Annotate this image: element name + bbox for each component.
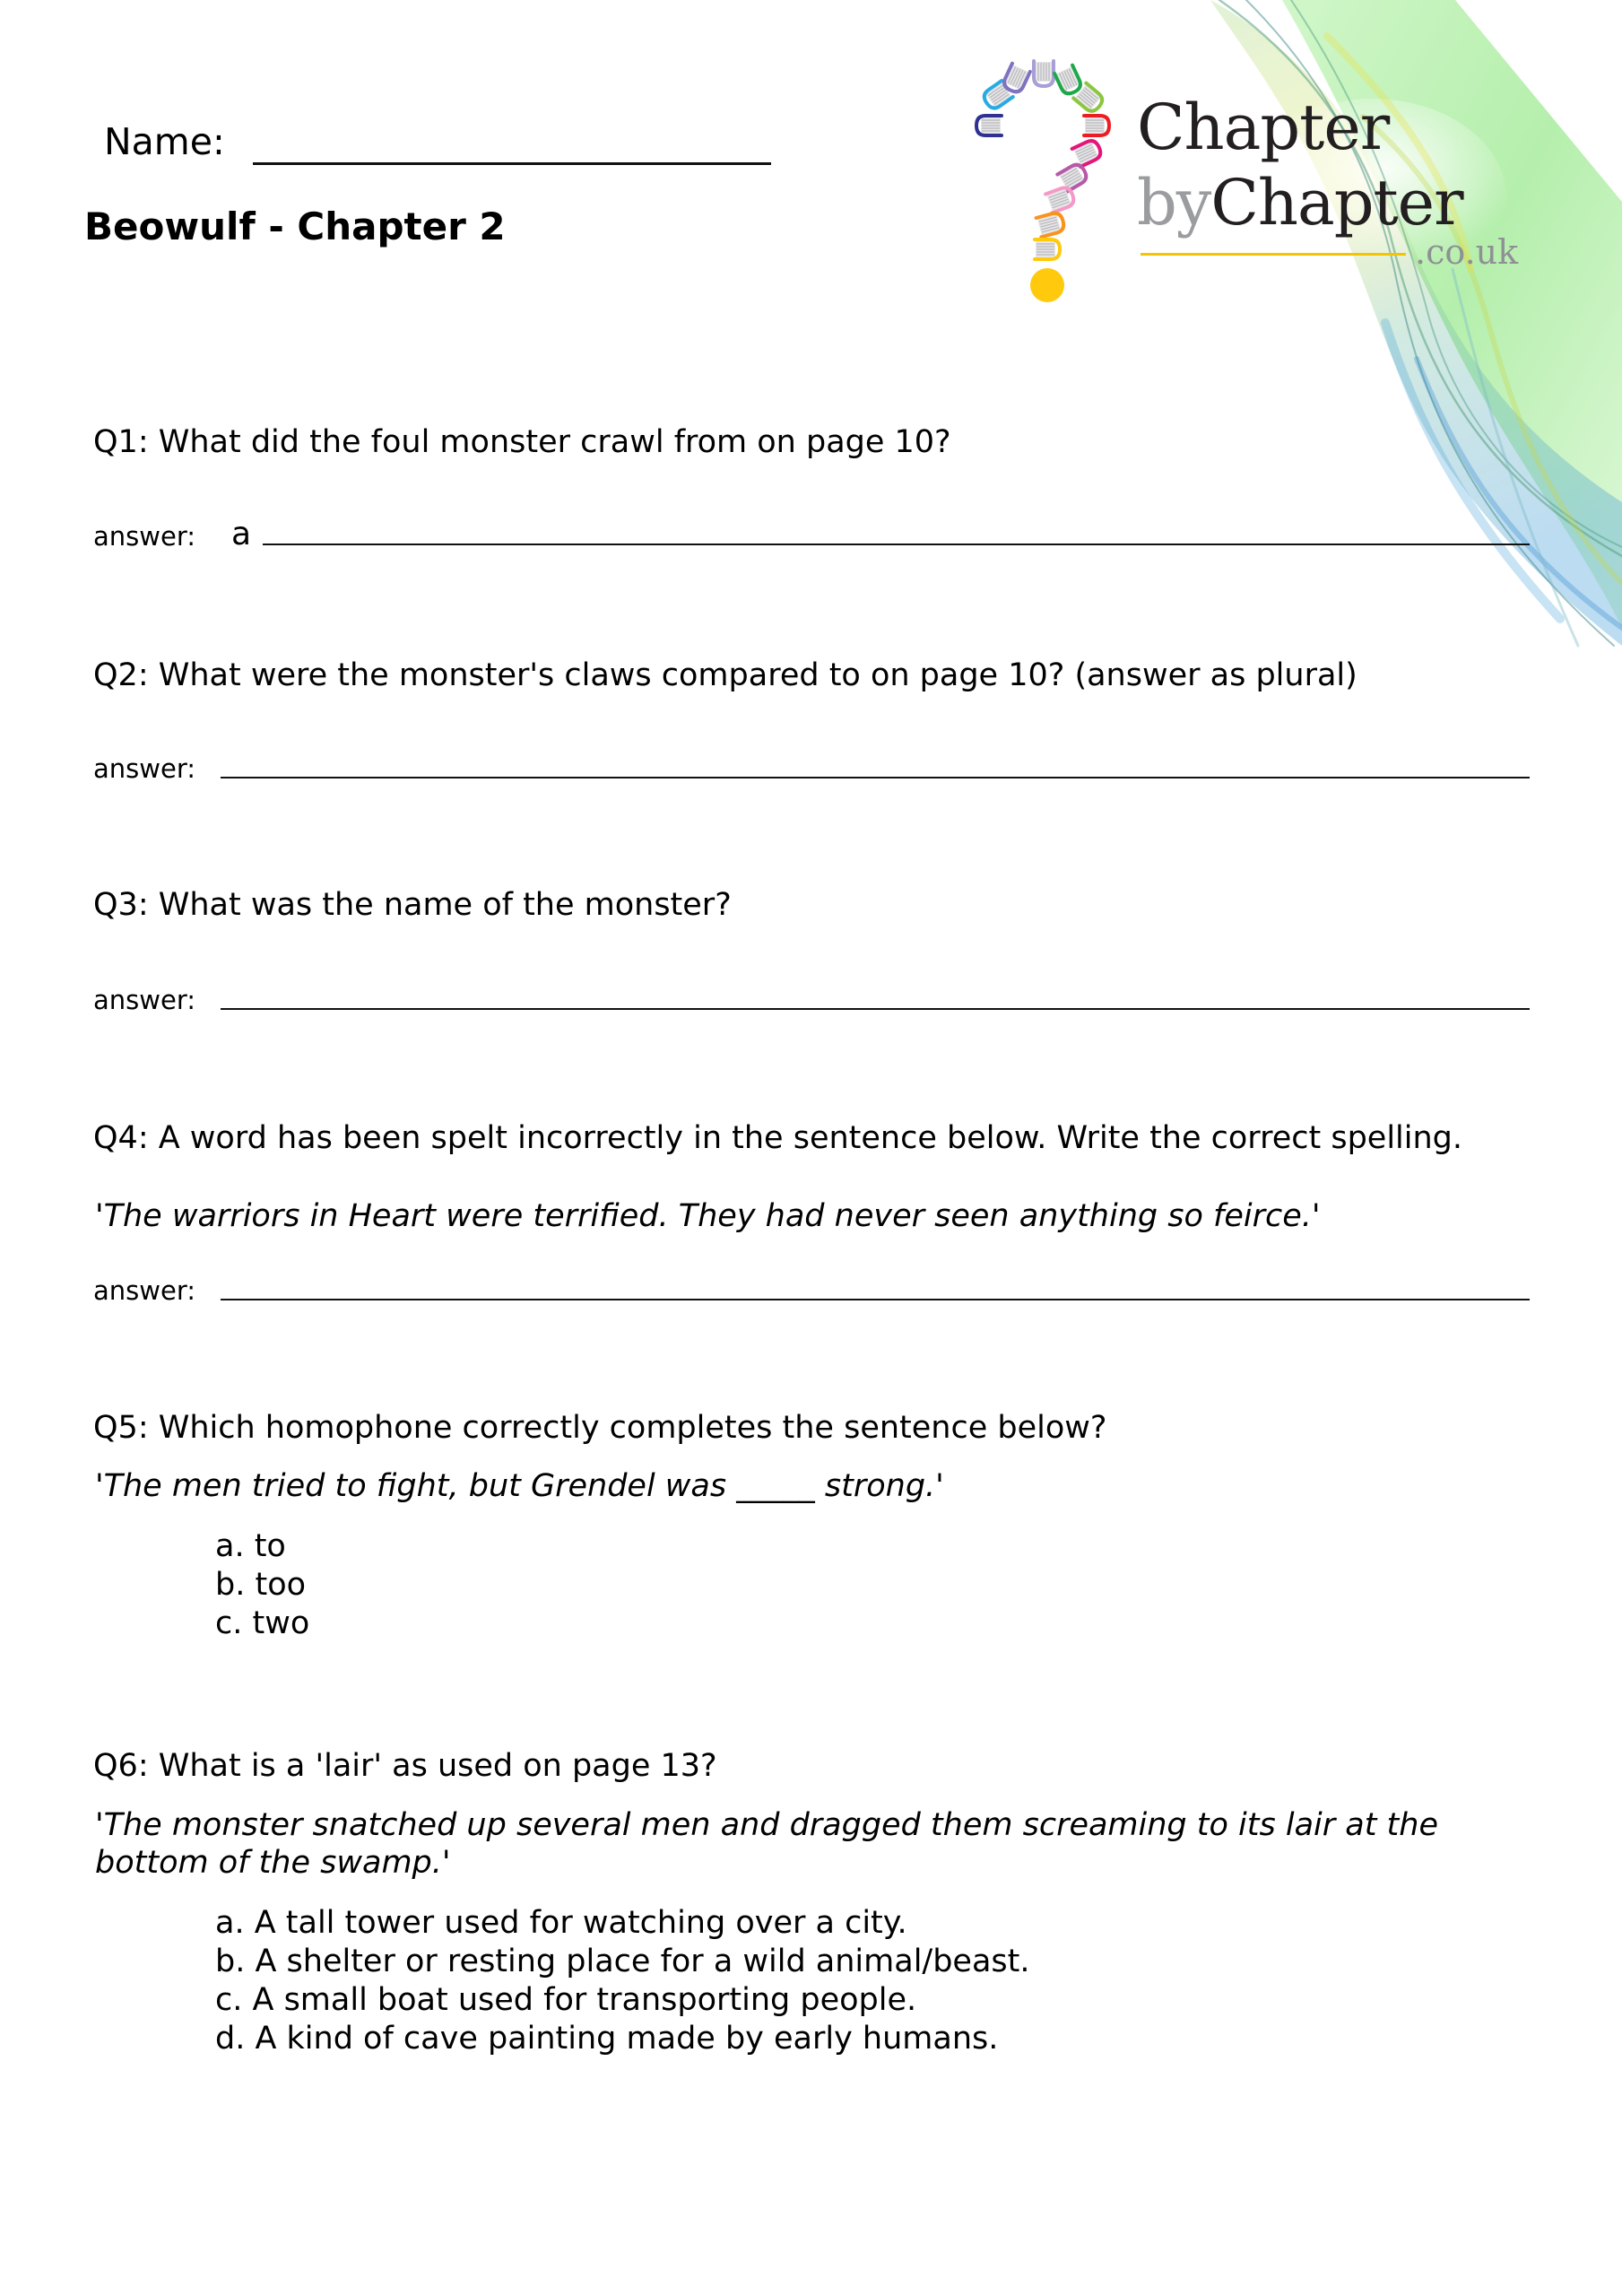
- answer-input-line[interactable]: [221, 1008, 1530, 1010]
- question-text: Q3: What was the name of the monster?: [93, 887, 732, 923]
- logo-text-bychapter: [1137, 166, 1463, 239]
- answer-option[interactable]: c. two: [215, 1605, 310, 1641]
- book-icon: [1035, 239, 1060, 259]
- answer-label: answer:: [93, 753, 196, 784]
- question-quote: 'The warriors in Heart were terrified. They had never seen anything so feirce.': [95, 1198, 1321, 1234]
- answer-input-line[interactable]: [221, 777, 1530, 778]
- question-text: Q1: What did the foul monster crawl from on page 10?: [93, 424, 951, 460]
- question-text: Q2: What were the monster's claws compared to on page 10? (answer as plural): [93, 657, 1357, 693]
- answer-input-line[interactable]: [221, 1299, 1530, 1300]
- answer-input-line[interactable]: [263, 544, 1530, 545]
- book-icon: [1084, 116, 1109, 135]
- answer-label: answer:: [93, 521, 196, 552]
- answer-option[interactable]: a. to: [215, 1528, 286, 1564]
- answer-option[interactable]: a. A tall tower used for watching over a city.: [215, 1905, 907, 1941]
- question-quote: 'The men tried to fight, but Grendel was _____ strong.': [95, 1468, 944, 1504]
- book-icon: [1045, 186, 1076, 213]
- answer-option[interactable]: b. A shelter or resting place for a wild animal/beast.: [215, 1944, 1030, 1979]
- book-icon: [976, 116, 1002, 135]
- name-label: Name:: [104, 120, 225, 163]
- name-input-line[interactable]: [253, 162, 771, 165]
- logo-text-tld: .co.uk: [1415, 232, 1519, 272]
- answer-option[interactable]: c. A small boat used for transporting people.: [215, 1982, 917, 2018]
- book-icon: [1034, 61, 1054, 86]
- question-text: Q4: A word has been spelt incorrectly in the sentence below. Write the correct spelling.: [93, 1120, 1463, 1156]
- answer-label: answer:: [93, 1275, 196, 1306]
- logo-text-by: by: [1137, 166, 1211, 239]
- logo-text-chapter: Chapter: [1137, 91, 1390, 164]
- question-mark-of-books-icon: [959, 36, 1157, 314]
- worksheet-title: Beowulf - Chapter 2: [84, 204, 506, 248]
- answer-options: [215, 1527, 309, 1643]
- book-icon: [1072, 138, 1104, 167]
- question-quote: 'The monster snatched up several men and dragged them screaming to its lair at the bottom of the swamp.': [95, 1807, 1438, 1881]
- answer-option[interactable]: b. too: [215, 1567, 307, 1603]
- book-icon: [1054, 65, 1083, 97]
- logo-underline: [1141, 253, 1406, 256]
- dot-icon: [1030, 268, 1064, 302]
- logo-text-chapter-2: Chapter: [1210, 166, 1463, 239]
- answer-label: answer:: [93, 985, 196, 1015]
- answer-options: [215, 1904, 1030, 2058]
- book-icon: [981, 81, 1013, 111]
- answer-option[interactable]: d. A kind of cave painting made by early humans.: [215, 2021, 999, 2057]
- answer-prefix: a: [231, 516, 252, 552]
- question-text: Q6: What is a 'lair' as used on page 13?: [93, 1748, 717, 1784]
- question-text: Q5: Which homophone correctly completes the sentence below?: [93, 1410, 1107, 1446]
- book-icon: [1037, 212, 1066, 237]
